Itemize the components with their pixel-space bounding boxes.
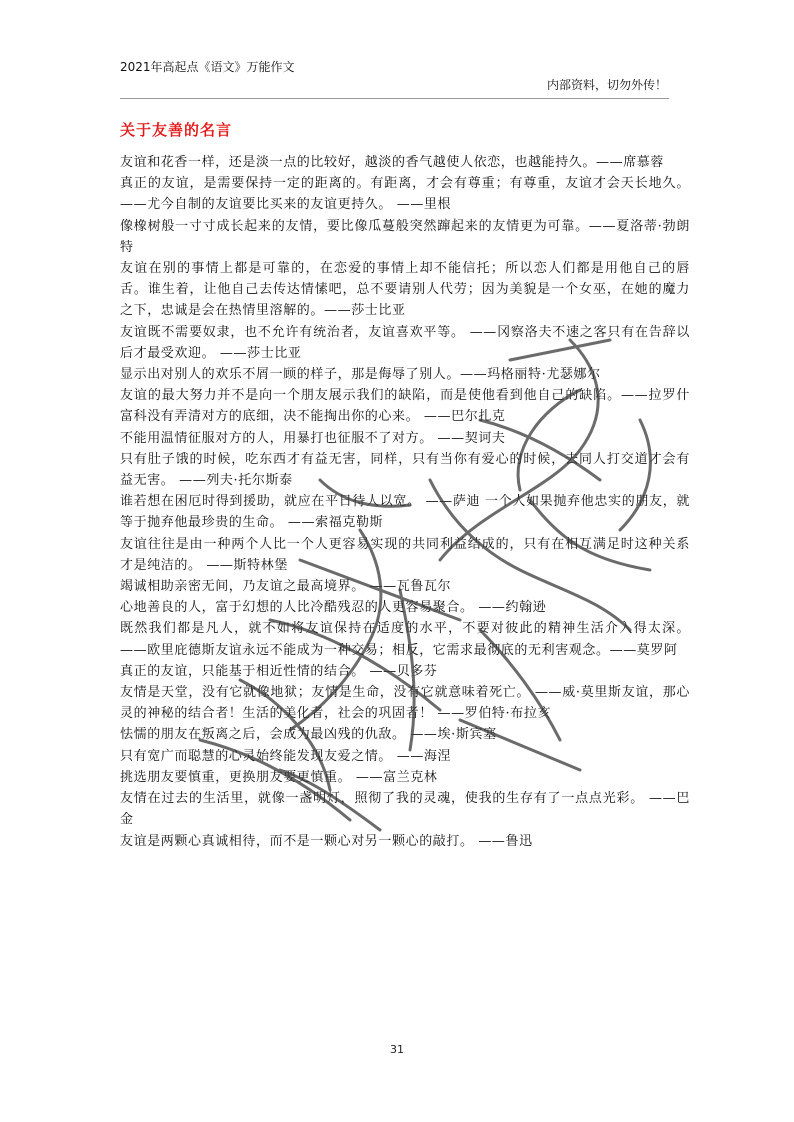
quote-item: 像橡树般一寸寸成长起来的友情，要比像瓜蔓般突然蹿起来的友情更为可靠。——夏洛蒂·勃朗特	[120, 218, 690, 255]
quote-item: 谁若想在困厄时得到援助，就应在平日待人以宽。 ——萨迪 一个人如果抛弃他忠实的朋友，就等于抛弃他最珍贵的生命。 ——索福克勒斯	[120, 494, 690, 531]
quote-item: 不能用温情征服对方的人，用暴打也征服不了对方。 ——契诃夫	[120, 430, 506, 446]
quote-item: 挑选朋友要慎重，更换朋友要更慎重。 ——富兰克林	[120, 769, 438, 785]
quote-item: 友情在过去的生活里，就像一盏明灯，照彻了我的灵魂，使我的生存有了一点点光彩。 ——巴金	[120, 791, 690, 828]
quote-item: 显示出对别人的欢乐不屑一顾的样子，那是侮辱了别人。——玛格丽特·尤瑟娜尔	[120, 367, 601, 383]
quote-item: 友情是天堂，没有它就像地狱；友情是生命，没有它就意味着死亡。 ——威·莫里斯友谊，那心灵的神秘的结合者！生活的美化者，社会的巩固者！ ——罗伯特·布拉亥	[120, 685, 690, 722]
quote-item: 怯懦的朋友在叛离之后，会成为最凶残的仇敌。 ——埃·斯宾塞	[120, 727, 497, 743]
quote-list	[120, 152, 690, 852]
quote-item: 友谊既不需要奴隶，也不允许有统治者，友谊喜欢平等。 ——冈察洛夫不速之客只有在告辞以后才最受欢迎。 ——莎士比亚	[120, 324, 690, 361]
quote-item: 友谊往往是由一种两个人比一个人更容易实现的共同利益结成的，只有在相互满足时这种关系才是纯洁的。 ——斯特林堡	[120, 536, 690, 573]
document-header-title: 2021年高起点《语文》万能作文	[120, 60, 295, 74]
quote-item: 心地善良的人，富于幻想的人比冷酷残忍的人更容易聚合。 ——约翰逊	[120, 600, 547, 616]
section-title: 关于友善的名言	[120, 121, 233, 139]
confidential-notice: 内部资料，切勿外传！	[546, 78, 667, 92]
quote-item: 友谊在别的事情上都是可靠的，在恋爱的事情上却不能信托；所以恋人们都是用他自己的唇舌。谁生着，让他自己去传达情愫吧，总不要请别人代劳；因为美貌是一个女巫，在她的魔力之下，忠诚是会在热情里溶解的。——莎士比亚	[120, 261, 690, 319]
header-divider	[120, 98, 669, 99]
quote-item: 竭诚相助亲密无间，乃友谊之最高境界。 ——瓦鲁瓦尔	[120, 579, 452, 595]
quote-item: 真正的友谊，只能基于相近性情的结合。 ——贝多芬	[120, 663, 438, 679]
quote-item: 真正的友谊，是需要保持一定的距离的。有距离，才会有尊重；有尊重，友谊才会天长地久。 ——尤今自制的友谊要比买来的友谊更持久。 ——里根	[120, 176, 690, 213]
quote-item: 友谊和花香一样，还是淡一点的比较好，越淡的香气越使人依恋，也越能持久。——席慕蓉	[120, 155, 665, 170]
quote-item: 友谊是两颗心真诚相待，而不是一颗心对另一颗心的敲打。 ——鲁迅	[120, 833, 533, 849]
page-number: 31	[390, 1043, 404, 1056]
quote-item: 只有宽广而聪慧的心灵始终能发现友爱之情。 ——海涅	[120, 748, 452, 764]
quote-item: 既然我们都是凡人，就不如将友谊保持在适度的水平，不要对彼此的精神生活介入得太深。 ——欧里庇德斯友谊永远不能成为一种交易；相反，它需求最彻底的无利害观念。——莫罗阿	[120, 621, 690, 658]
quote-item: 友谊的最大努力并不是向一个朋友展示我们的缺陷，而是使他看到他自己的缺陷。——拉罗什富科没有弄清对方的底细，决不能掏出你的心来。 ——巴尔扎克	[120, 388, 690, 425]
quote-item: 只有肚子饿的时候，吃东西才有益无害，同样，只有当你有爱心的时候，去同人打交道才会有益无害。 ——列夫·托尔斯泰	[120, 451, 690, 489]
